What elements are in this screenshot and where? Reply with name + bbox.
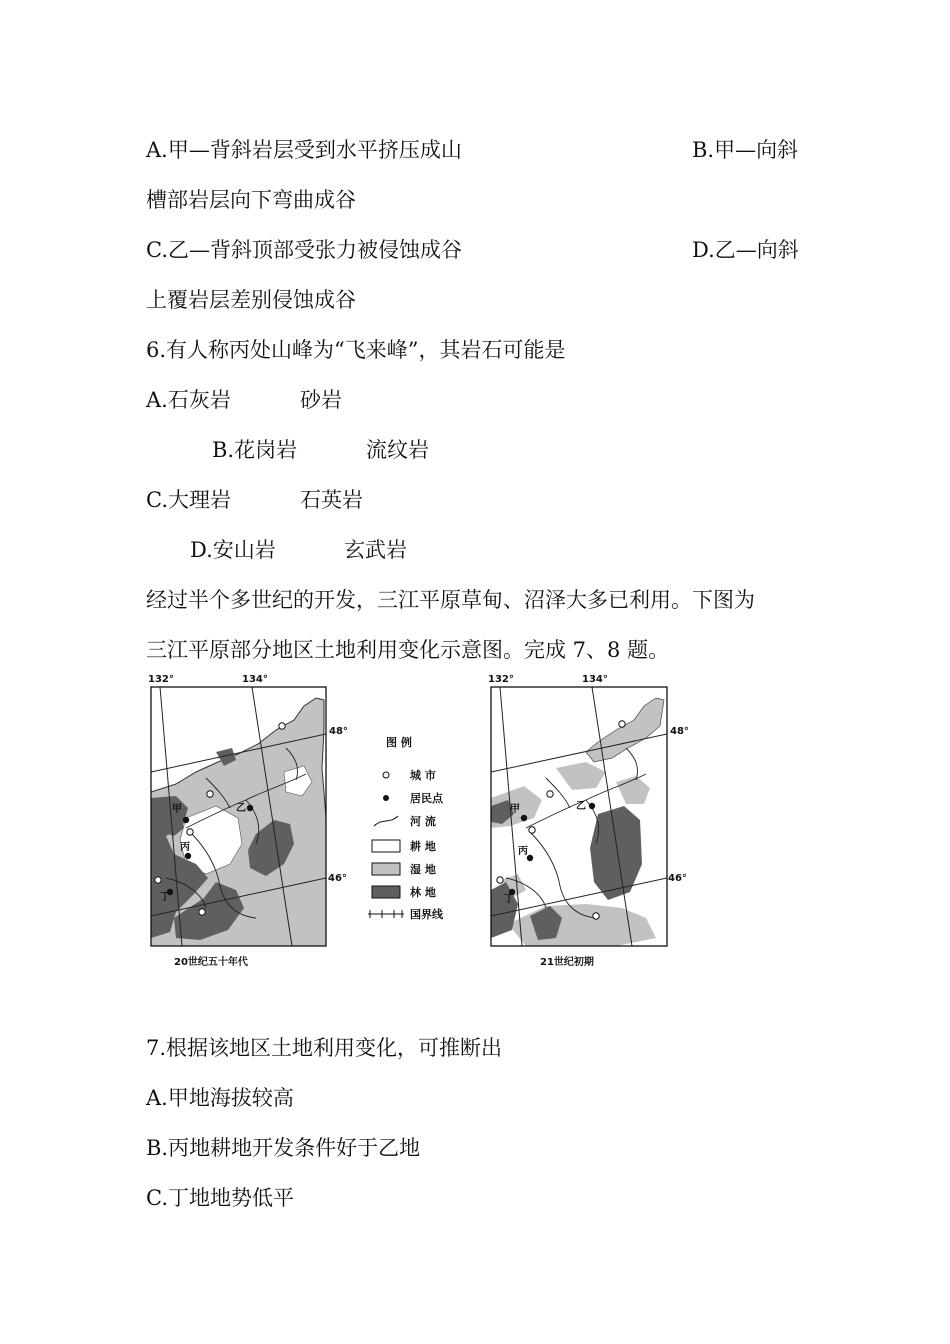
legend-wetland-symbol xyxy=(372,863,400,875)
label-lon-132: 132° xyxy=(148,674,174,685)
legend-river-symbol xyxy=(374,816,398,826)
label-yi-2: 乙 xyxy=(576,801,586,812)
q6-option-b: B.花岗岩 xyxy=(212,438,298,462)
label-lon-134-2: 134° xyxy=(582,674,608,685)
city-marker xyxy=(155,877,161,883)
q6-option-d: D.安山岩 xyxy=(190,538,276,562)
q6-option-b-second: 流纹岩 xyxy=(366,438,429,462)
label-lat-48-2: 48° xyxy=(670,726,689,737)
legend-city-symbol xyxy=(383,772,389,778)
caption-2000s: 21世纪初期 xyxy=(540,957,594,968)
city-marker xyxy=(497,877,503,883)
q5-option-b-head: B.甲—向斜 xyxy=(692,138,799,162)
city-marker xyxy=(547,791,553,797)
legend-title: 图 例 xyxy=(386,736,412,749)
q6-option-c: C.大理岩 xyxy=(146,488,231,512)
city-marker xyxy=(529,827,535,833)
legend xyxy=(368,735,444,921)
legend-river: 河 流 xyxy=(410,815,436,828)
map-2000s xyxy=(488,674,689,968)
q6-option-a: A.石灰岩 xyxy=(146,388,231,412)
q5-option-b-tail: 槽部岩层向下弯曲成谷 xyxy=(146,188,356,212)
intro-line-1: 经过半个多世纪的开发，三江平原草甸、沼泽大多已利用。下图为 xyxy=(146,588,755,612)
legend-wetland: 湿 地 xyxy=(410,863,436,876)
label-lon-132-2: 132° xyxy=(488,674,514,685)
q7-option-a: A.甲地海拔较高 xyxy=(146,1086,294,1110)
map-1950s xyxy=(148,674,348,968)
land-use-figure xyxy=(146,668,706,978)
settlement-jia xyxy=(183,817,189,823)
city-marker xyxy=(207,791,213,797)
settlement-bing xyxy=(185,853,191,859)
q5-option-a: A.甲—背斜岩层受到水平挤压成山 xyxy=(146,138,462,162)
city-marker xyxy=(279,723,285,729)
legend-farmland-symbol xyxy=(372,840,400,852)
label-bing: 丙 xyxy=(180,842,190,853)
legend-settlement: 居民点 xyxy=(410,792,443,805)
legend-forest: 林 地 xyxy=(410,886,436,899)
legend-city: 城 市 xyxy=(410,769,436,782)
q5-option-d-tail: 上覆岩层差别侵蚀成谷 xyxy=(146,288,356,312)
label-yi: 乙 xyxy=(236,803,246,814)
intro-line-2: 三江平原部分地区土地利用变化示意图。完成 7、8 题。 xyxy=(146,638,670,662)
q6-option-d-second: 玄武岩 xyxy=(344,538,407,562)
city-marker xyxy=(199,909,205,915)
city-marker xyxy=(593,913,599,919)
q6-option-c-second: 石英岩 xyxy=(300,488,363,512)
city-marker xyxy=(619,721,625,727)
label-lon-134: 134° xyxy=(242,674,268,685)
q7-stem: 7.根据该地区土地利用变化，可推断出 xyxy=(146,1036,503,1060)
label-jia: 甲 xyxy=(172,804,182,815)
settlement-yi xyxy=(589,803,595,809)
label-lat-48: 48° xyxy=(329,726,348,737)
legend-border: 国界线 xyxy=(410,908,443,921)
label-lat-46: 46° xyxy=(328,873,347,884)
label-jia-2: 甲 xyxy=(510,804,520,815)
city-marker xyxy=(187,829,193,835)
caption-1950s: 20世纪五十年代 xyxy=(174,957,248,968)
q6-stem: 6.有人称丙处山峰为“飞来峰”，其岩石可能是 xyxy=(146,338,566,362)
q7-option-b: B.丙地耕地开发条件好于乙地 xyxy=(146,1136,421,1160)
settlement-jia xyxy=(521,815,527,821)
label-bing-2: 丙 xyxy=(518,846,528,857)
label-ding-2: 丁 xyxy=(504,894,514,905)
legend-forest-symbol xyxy=(372,886,400,898)
legend-farmland: 耕 地 xyxy=(410,840,436,853)
label-ding: 丁 xyxy=(160,892,170,903)
legend-settlement-symbol xyxy=(383,795,389,801)
q5-option-d-head: D.乙—向斜 xyxy=(692,238,799,262)
land-use-maps-svg xyxy=(146,668,706,978)
q5-option-c: C.乙—背斜顶部受张力被侵蚀成谷 xyxy=(146,238,462,262)
q7-option-c: C.丁地地势低平 xyxy=(146,1186,294,1210)
q6-option-a-second: 砂岩 xyxy=(300,388,342,412)
label-lat-46-2: 46° xyxy=(668,873,687,884)
settlement-yi xyxy=(247,805,253,811)
legend-border-symbol xyxy=(368,910,404,918)
